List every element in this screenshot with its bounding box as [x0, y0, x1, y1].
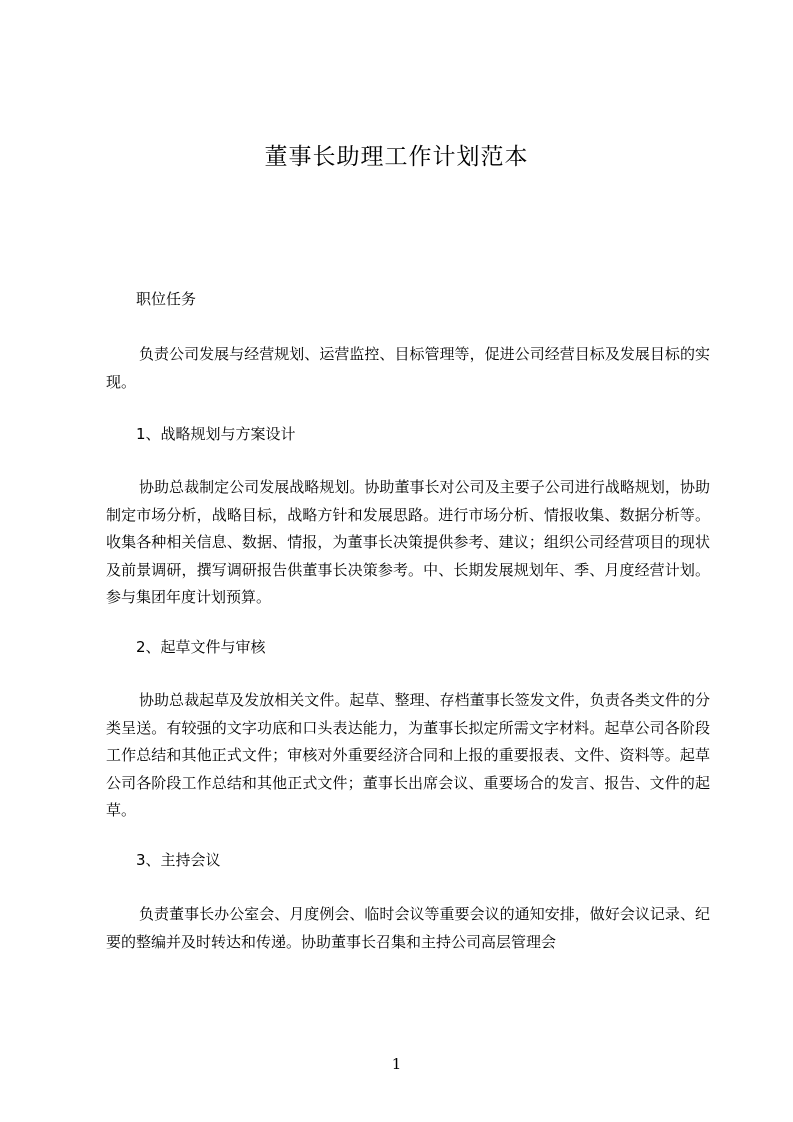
- paragraph-meetings: 负责董事长办公室会、月度例会、临时会议等重要会议的通知安排，做好会议记录、纪要的整编并及时转达和传递。协助董事长召集和主持公司高层管理会: [106, 905, 710, 951]
- paragraph-drafting: 协助总裁起草及发放相关文件。起草、整理、存档董事长签发文件，负责各类文件的分类呈送。有较强的文字功底和口头表达能力，为董事长拟定所需文字材料。起草公司各阶段工作总结和其他正式文件；审核对外重要经济合同和上报的重要报表、文件、资料等。起草公司各阶段工作总结和其他正式文件；董事长出席会议、重要场合的发言、报告、文件的起草。: [106, 691, 710, 819]
- section-heading-strategy: 1、战略规划与方案设计: [136, 425, 296, 443]
- section-heading-meetings: 3、主持会议: [136, 851, 221, 869]
- paragraph-position-task: 负责公司发展与经营规划、运营监控、目标管理等，促进公司经营目标及发展目标的实现。: [106, 345, 710, 391]
- document-title: 董事长助理工作计划范本: [264, 144, 529, 170]
- section-heading-drafting: 2、起草文件与审核: [136, 638, 266, 656]
- section-heading-position-task: 职位任务: [136, 290, 197, 308]
- page-number: 1: [391, 1055, 402, 1073]
- paragraph-strategy: 协助总裁制定公司发展战略规划。协助董事长对公司及主要子公司进行战略规划，协助制定市场分析，战略目标，战略方针和发展思路。进行市场分析、情报收集、数据分析等。收集各种相关信息、数据、情报，为董事长决策提供参考、建议；组织公司经营项目的现状及前景调研，撰写调研报告供董事长决策参考。中、长期发展规划年、季、月度经营计划。参与集团年度计划预算。: [106, 478, 710, 606]
